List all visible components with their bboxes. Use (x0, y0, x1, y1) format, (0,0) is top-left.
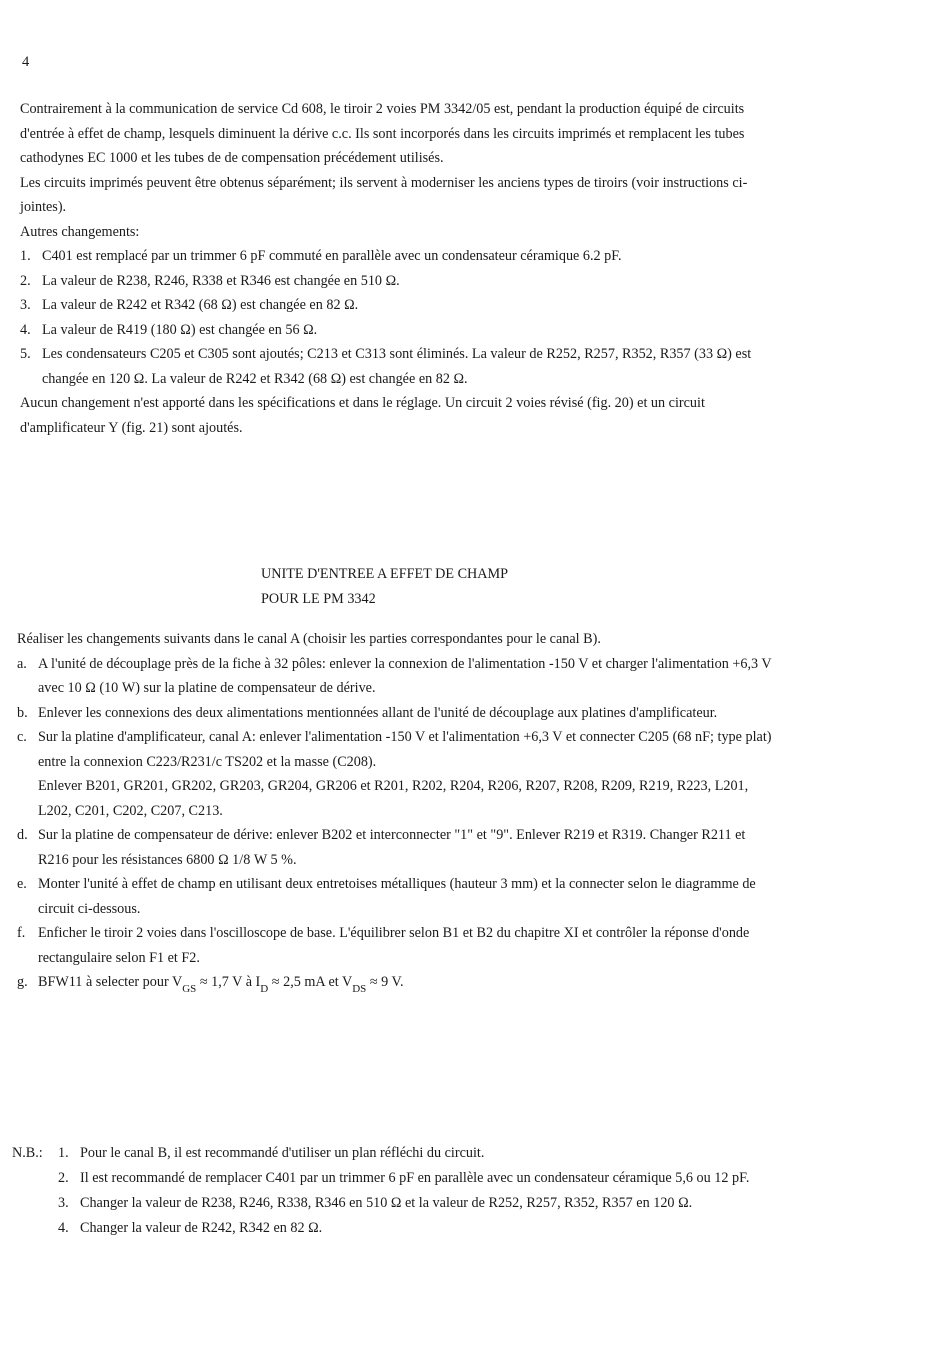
list-item (20, 293, 780, 318)
formula-text: BFW11 à selecter pour V (38, 974, 183, 990)
item-text: Enficher le tiroir 2 voies dans l'oscilloscope de base. L'équilibrer selon B1 et B2 du chapitre XI et contrôler la réponse d'onde rectangulaire selon F1 et F2. (38, 925, 750, 966)
item-letter: e. (17, 876, 27, 892)
section-lead: Réaliser les changements suivants dans le canal A (choisir les parties correspondantes pour le canal B). (17, 631, 601, 647)
list-item (20, 269, 780, 294)
subscript-gs: GS (182, 983, 197, 995)
item-text: La valeur de R419 (180 Ω) est changée en 56 Ω. (42, 321, 318, 338)
section-title (261, 562, 508, 611)
item-number: 3. (58, 1195, 69, 1211)
item-text: Les condensateurs C205 et C305 sont ajoutés; C213 et C313 sont éliminés. La valeur de R252, R257, R352, R357 (33 Ω) est changée en 120 Ω. La valeur de R242 et R342 (68 Ω) est changée en 82 Ω. (42, 346, 752, 387)
formula-text: ≈ 2,5 mA et V (268, 974, 353, 990)
list-item (20, 318, 780, 343)
list-item (17, 652, 777, 701)
item-text: Monter l'unité à effet de champ en utilisant deux entretoises métalliques (hauteur 3 mm) et la connecter selon le diagramme de circuit ci-dessous. (38, 876, 756, 917)
item-number: 1. (58, 1145, 69, 1161)
intro-closing: Aucun changement n'est apporté dans les spécifications et dans le réglage. Un circuit 2 voies révisé (fig. 20) et un circuit d'amplificateur Y (fig. 21) sont ajoutés. (20, 395, 705, 436)
item-number: 1. (20, 248, 31, 264)
item-text: C401 est remplacé par un trimmer 6 pF commuté en parallèle avec un condensateur céramique 6.2 pF. (42, 248, 622, 264)
list-item (17, 701, 777, 726)
item-letter: f. (17, 925, 26, 941)
item-number: 3. (20, 297, 31, 313)
item-text: Sur la platine d'amplificateur, canal A: enlever l'alimentation -150 V et l'alimentation +6,3 V et connecter C205 (68 nF; type plat) entre la connexion C223/R231/c TS202 et la masse (C208). (38, 729, 772, 770)
nota-bene-label: N.B.: (12, 1145, 43, 1161)
intro-paragraph-1: Contrairement à la communication de service Cd 608, le tiroir 2 voies PM 3342/05 est, pendant la production équipé de circuits d'entrée à effet de champ, lesquels diminuent la dérive c.c. Ils sont incorporés dans les circuits imprimés et remplacent les tubes cathodynes EC 1000 et les tubes de de compensation précédement utilisés. (20, 101, 745, 166)
item-letter: a. (17, 655, 27, 672)
item-extra-text: Enlever B201, GR201, GR202, GR203, GR204, GR206 et R201, R202, R204, R206, R207, R208, R209, R219, R223, L201, L202, C201, C202, C207, C213. (38, 778, 749, 819)
formula-text: ≈ 1,7 V à I (196, 974, 261, 990)
item-text: La valeur de R242 et R342 (68 Ω) est changée en 82 Ω. (42, 297, 359, 313)
list-item (58, 1216, 772, 1241)
item-text: Enlever les connexions des deux alimentations mentionnées allant de l'unité de découplage aux platines d'amplificateur. (38, 704, 718, 721)
item-text: La valeur de R238, R246, R338 et R346 est changée en 510 Ω. (42, 272, 400, 289)
item-number: 2. (58, 1170, 69, 1186)
item-text: Il est recommandé de remplacer C401 par un trimmer 6 pF en parallèle avec un condensateur céramique 5,6 ou 12 pF. (80, 1170, 750, 1186)
formula-text: ≈ 9 V. (366, 974, 404, 990)
item-letter: g. (17, 974, 28, 990)
intro-paragraph-2: Les circuits imprimés peuvent être obtenus séparément; ils servent à moderniser les anciens types de tiroirs (voir instructions ci-jointes). (20, 174, 748, 215)
item-text: A l'unité de découplage près de la fiche à 32 pôles: enlever la connexion de l'alimentation -150 V et charger l'alimentation +6,3 V avec 10 Ω (10 W) sur la platine de compensateur de dérive. (38, 655, 772, 696)
subscript-ds: DS (352, 983, 367, 995)
list-item (17, 921, 777, 970)
item-number: 4. (58, 1220, 69, 1236)
nota-bene-list (12, 1141, 772, 1241)
intro-block (20, 97, 780, 440)
list-item (20, 342, 780, 391)
list-item (58, 1191, 772, 1216)
list-item (58, 1166, 772, 1191)
item-letter: b. (17, 704, 28, 721)
item-text: Pour le canal B, il est recommandé d'utiliser un plan réfléchi du circuit. (80, 1145, 485, 1161)
changes-list (20, 244, 780, 391)
item-text: Changer la valeur de R238, R246, R338, R346 en 510 Ω et la valeur de R252, R257, R352, R357 en 120 Ω. (80, 1195, 693, 1211)
intro-paragraph-3: Autres changements: (20, 223, 140, 240)
item-letter: d. (17, 827, 28, 843)
list-item (17, 872, 777, 921)
list-item (17, 970, 777, 1002)
item-text: Sur la platine de compensateur de dérive: enlever B202 et interconnecter "1" et "9". Enlever R219 et R319. Changer R211 et R216 pour les résistances 6800 Ω 1/8 W 5 %. (38, 827, 746, 868)
item-letter: c. (17, 729, 27, 745)
page-number: 4 (22, 54, 30, 70)
list-item (58, 1141, 772, 1166)
nota-bene (12, 1141, 772, 1241)
section-title-line-2: POUR LE PM 3342 (261, 590, 376, 607)
item-number: 5. (20, 346, 31, 362)
item-text: Changer la valeur de R242, R342 en 82 Ω. (80, 1220, 323, 1236)
item-number: 4. (20, 321, 31, 338)
list-item (20, 244, 780, 269)
list-item (17, 725, 777, 823)
section-title-line-1: UNITE D'ENTREE A EFFET DE CHAMP (261, 566, 509, 582)
item-number: 2. (20, 272, 31, 289)
steps-list (17, 652, 777, 1002)
section-body (17, 627, 777, 1002)
list-item (17, 823, 777, 872)
subscript-d: D (260, 983, 269, 995)
